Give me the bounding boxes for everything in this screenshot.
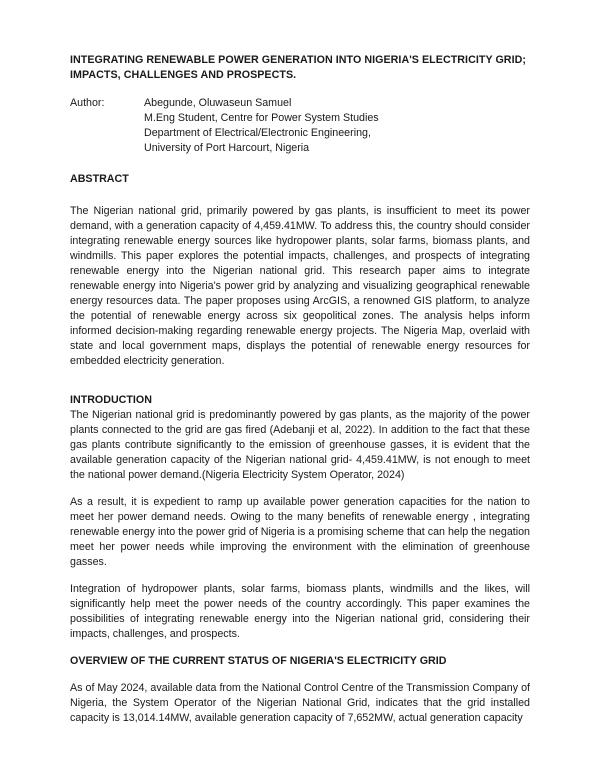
intro-paragraph-1: The Nigerian national grid is predominantly powered by gas plants, as the majority of the power plants connected to the grid are gas fired (Adebanji et al, 2022). In addition to the fact that these gas plants contribute significantly to the emission of greenhouse gasses, it is evident that the available generation capacity of the Nigerian national grid- 4,459.41MW, is not enough to meet the national power demand.(Nigeria Electricity System Operator, 2024) bbox=[70, 409, 530, 481]
author-details bbox=[144, 96, 379, 156]
author-university: University of Port Harcourt, Nigeria bbox=[144, 142, 310, 154]
author-name: Abegunde, Oluwaseun Samuel bbox=[144, 97, 292, 109]
overview-text: As of May 2024, available data from the National Control Centre of the Transmission Company of Nigeria, the System Operator of the Nigerian National Grid, indicates that the grid installed capacity is 13,014.14MW, available generation capacity of 7,652MW, actual generation capacity bbox=[70, 682, 530, 724]
intro-paragraph-2: As a result, it is expedient to ramp up available power generation capacities for the nation to meet her power demand needs. Owing to the many benefits of renewable energy , integrating renewable energy into the power grid of Nigeria is a promising scheme that can help the negation meet her power needs while improving the environment with the elimination of greenhouse gasses. bbox=[70, 496, 530, 568]
overview-heading: OVERVIEW OF THE CURRENT STATUS OF NIGERIA'S ELECTRICITY GRID bbox=[70, 655, 447, 667]
author-label: Author: bbox=[70, 97, 105, 109]
introduction-heading: INTRODUCTION bbox=[70, 394, 152, 406]
abstract-heading: ABSTRACT bbox=[70, 173, 129, 185]
paper-title: INTEGRATING RENEWABLE POWER GENERATION INTO NIGERIA'S ELECTRICITY GRID; IMPACTS, CHALLENGES AND PROSPECTS. bbox=[70, 54, 526, 81]
abstract-text: The Nigerian national grid, primarily powered by gas plants, is insufficient to meet its power demand, with a generation capacity of 4,459.41MW. To address this, the country should consider integrating renewable energy sources like hydropower plants, solar farms, biomass plants, and windmills. This paper explores the potential impacts, challenges, and prospects of integrating renewable energy into the Nigerian national grid. This research paper aims to integrate renewable energy into Nigeria's power grid by analyzing and visualizing geographical renewable energy resources data. The paper proposes using ArcGIS, a renowned GIS platform, to analyze the potential of renewable energy across six geopolitical zones. The analysis helps inform informed decision-making regarding renewable energy projects. The Nigeria Map, overlaid with state and local government maps, displays the potential of renewable energy resources for embedded electricity generation. bbox=[70, 205, 530, 367]
author-department: Department of Electrical/Electronic Engineering, bbox=[144, 127, 371, 139]
intro-paragraph-3: Integration of hydropower plants, solar farms, biomass plants, windmills and the likes, will significantly help meet the power needs of the country accordingly. This paper examines the possibilities of integrating renewable energy into the Nigerian national grid, considering their impacts, challenges, and prospects. bbox=[70, 583, 530, 640]
author-block bbox=[70, 96, 530, 156]
author-affiliation: M.Eng Student, Centre for Power System Studies bbox=[144, 112, 379, 124]
